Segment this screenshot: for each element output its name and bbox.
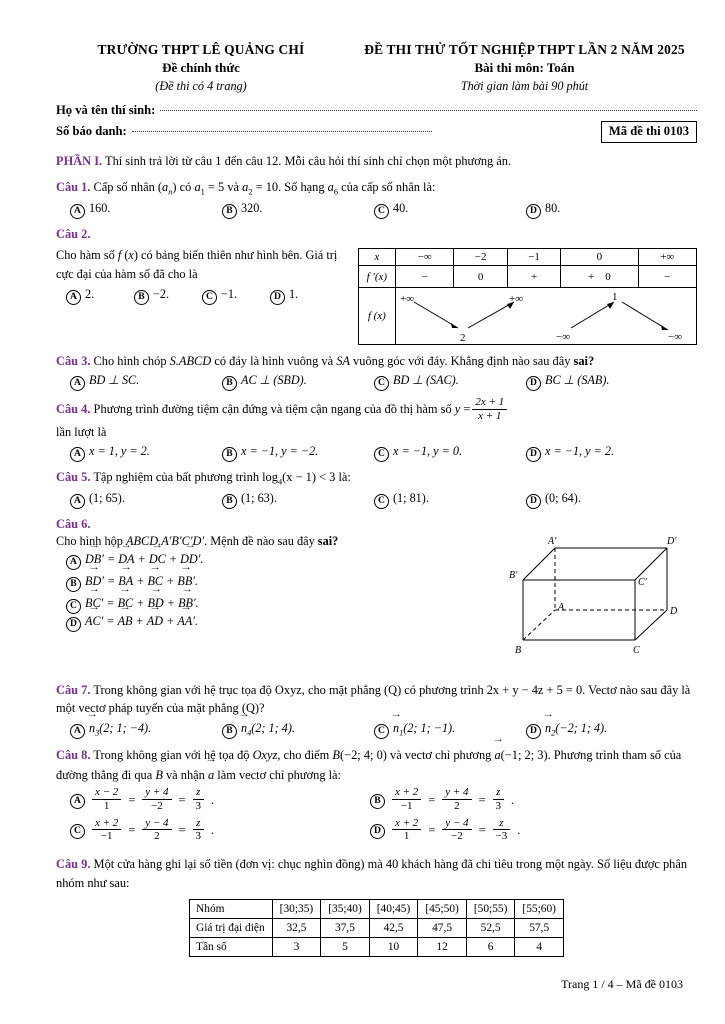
- question-6-label: Câu 6.: [56, 517, 91, 532]
- cell-fp-5: −: [638, 266, 697, 288]
- question-8-options: [56, 787, 697, 848]
- question-5: [56, 468, 697, 489]
- question-7-options: [56, 720, 697, 738]
- option-c-label: −1.: [221, 287, 238, 302]
- option-a[interactable]: [70, 444, 222, 461]
- cell: [40;45): [369, 900, 418, 919]
- option-d-frac-2: [442, 817, 471, 844]
- cell-fp-4a: +: [588, 270, 595, 283]
- svg-text:C: C: [633, 644, 640, 656]
- option-d-marker: D: [526, 204, 541, 219]
- cell: 6: [466, 938, 515, 957]
- question-2-body: [56, 246, 697, 345]
- option-d-frac-3: [493, 817, 511, 844]
- question-8-label: Câu 8.: [56, 747, 91, 762]
- option-d[interactable]: D $\frac{x + 2}{1}$ = $\frac{y - 4}{-2}$ = $\frac{z}{-3}$ .: [370, 818, 670, 845]
- option-b-label: −2.: [153, 287, 170, 302]
- option-c-marker: C: [374, 494, 389, 509]
- option-d-coords: (−2; 1; 4).: [555, 720, 608, 735]
- cell: [50;55): [466, 900, 515, 919]
- option-d[interactable]: [526, 201, 678, 218]
- option-d-label: 80.: [545, 200, 561, 215]
- school-name: TRƯỜNG THPT LÊ QUẢNG CHÍ: [97, 42, 305, 57]
- option-b[interactable]: [222, 373, 374, 390]
- option-a[interactable]: [70, 720, 222, 738]
- option-b-label: x = −1, y = −2.: [241, 444, 319, 459]
- option-b-marker: B: [370, 794, 385, 809]
- option-a-marker: A: [66, 290, 81, 305]
- option-a[interactable]: [70, 201, 222, 218]
- fraction-denominator: x + 1: [478, 409, 502, 422]
- question-7-text: Trong không gian với hệ trục tọa độ Oxyz, cho mặt phẳng (Q) có phương trình 2x + y − 4z + 5 = 0. Vectơ nào sau đây là một vectơ pháp tuyến của mặt phẳng (Q)?: [56, 682, 691, 716]
- option-b-label: (1; 63).: [241, 491, 277, 506]
- cell-x-2: −2: [454, 249, 507, 266]
- row-header-group: Nhóm: [190, 900, 273, 919]
- num: z: [493, 786, 505, 800]
- cell: 47,5: [418, 919, 467, 938]
- svg-text:1: 1: [612, 291, 618, 304]
- name-input-line[interactable]: [160, 99, 697, 111]
- question-8-options-left: [70, 787, 370, 848]
- fraction-numerator: 2x + 1: [472, 396, 507, 410]
- table-row: [190, 919, 564, 938]
- option-d[interactable]: [526, 720, 678, 738]
- cell: 32,5: [272, 919, 321, 938]
- variation-table: [358, 248, 697, 345]
- question-8-text: Trong không gian với hệ tọa độ Oxyz, cho điểm B(−2; 4; 0) và vectơ chỉ phương → a(−1; 2; 3). Phương trình tham số của đường thẳng đi qua B và nhận → a làm vectơ chỉ phương là:: [56, 748, 681, 782]
- den: 2: [154, 830, 160, 843]
- question-2-options: [56, 285, 348, 304]
- num: x + 2: [92, 817, 121, 831]
- question-5-label: Câu 5.: [56, 470, 91, 485]
- option-a-frac-3: [193, 786, 205, 813]
- option-d[interactable]: [526, 373, 678, 390]
- option-c[interactable]: [374, 201, 526, 218]
- official-label: Đề chính thức: [162, 60, 240, 75]
- option-b[interactable]: [222, 201, 374, 218]
- svg-text:C′: C′: [638, 576, 647, 588]
- header-left: [56, 42, 346, 94]
- q1-part-c: = 5 và: [204, 179, 243, 194]
- option-a[interactable]: A $\frac{x - 2}{1}$ = $\frac{y + 4}{-2}$ = $\frac{z}{3}$ .: [70, 787, 370, 814]
- question-6: [56, 515, 697, 534]
- q1-part-a: Cấp số nhân (: [93, 179, 163, 194]
- option-c-marker: C: [374, 376, 389, 391]
- q1-part-e: của cấp số nhân là:: [338, 179, 436, 194]
- svg-text:A′: A′: [548, 535, 557, 547]
- sbd-label: Số báo danh:: [56, 123, 127, 138]
- option-d-label: (0; 64).: [545, 491, 581, 506]
- den: −2: [451, 830, 463, 843]
- option-a-coords: (2; 1; −4).: [99, 720, 152, 735]
- q5-log-base: 4: [277, 477, 283, 487]
- option-c-frac-1: [92, 817, 121, 844]
- option-d[interactable]: [526, 444, 678, 461]
- option-d-label: 1.: [289, 287, 299, 302]
- svg-text:+∞: +∞: [400, 293, 415, 306]
- cell: [35;40): [321, 900, 370, 919]
- q5-text-b: (x − 1) < 3 là:: [282, 470, 351, 485]
- option-c-frac-2: [142, 817, 171, 844]
- option-d-marker: D: [526, 447, 541, 462]
- question-2: [56, 225, 697, 244]
- num: z: [193, 786, 205, 800]
- q5-text-a: Tập nghiệm của bất phương trình log: [93, 470, 278, 485]
- option-c[interactable]: C $\frac{x + 2}{-1}$ = $\frac{y - 4}{2}$ = $\frac{z}{3}$ .: [70, 818, 370, 845]
- option-c-marker: C: [374, 204, 389, 219]
- question-9-label: Câu 9.: [56, 857, 91, 872]
- svg-text:D: D: [670, 605, 678, 617]
- option-a-marker: A: [70, 204, 85, 219]
- question-5-options: [56, 491, 697, 508]
- row-header-representative: Giá trị đại diện: [190, 919, 273, 938]
- num: y + 4: [142, 786, 171, 800]
- table-row: [190, 900, 564, 919]
- option-c[interactable]: [374, 444, 526, 461]
- option-b-label: → BD′ = → BA + → BC + → BB′.: [85, 573, 198, 589]
- cell: 12: [418, 938, 467, 957]
- question-4: [56, 397, 697, 442]
- num: z: [493, 817, 511, 831]
- option-a-label: (1; 65).: [89, 491, 125, 506]
- row-header-frequency: Tần số: [190, 938, 273, 957]
- option-a[interactable]: [66, 285, 134, 304]
- question-1-options: [56, 201, 697, 218]
- exam-code-box: Mã đề thi 0103: [601, 121, 697, 143]
- question-4-text: Phương trình đường tiệm cận đứng và tiệm cận ngang của đồ thị hàm số y =: [93, 402, 471, 416]
- option-d[interactable]: [270, 285, 338, 304]
- cell: 37,5: [321, 919, 370, 938]
- option-d-label: x = −1, y = 2.: [545, 444, 615, 459]
- option-a-label: 2.: [85, 287, 95, 302]
- sbd-row: [56, 123, 601, 139]
- option-a-label: 160.: [89, 200, 111, 215]
- pages-note: (Đề thi có 4 trang): [155, 79, 247, 93]
- option-c-label: (1; 81).: [393, 491, 429, 506]
- option-c-frac-3: [193, 817, 205, 844]
- cell: 42,5: [369, 919, 418, 938]
- den: 3: [195, 830, 201, 843]
- option-a-marker: A: [66, 555, 81, 570]
- option-b-marker: B: [66, 577, 81, 592]
- option-c[interactable]: [202, 285, 270, 304]
- den: 3: [195, 799, 201, 812]
- question-1-text: Cấp số nhân $(a_n)$ có $a_1 = 5$ và $a_2 = 10$. Số hạng $a_6$ của cấp số nhân là:: [93, 179, 436, 197]
- cell-fp-4: [561, 266, 638, 288]
- svg-text:−∞: −∞: [556, 331, 571, 344]
- option-c-marker: C: [202, 290, 217, 305]
- cell-fp-2: 0: [454, 266, 507, 288]
- question-6-text: Cho hình hộp ABCD.A′B′C′D′. Mệnh đề nào sau đây sai?: [56, 533, 339, 548]
- subject-line: Bài thi môn: Toán: [474, 60, 575, 75]
- question-4-options: [56, 444, 697, 461]
- option-d-label: → $n_2(-2$; 1; 4).: [545, 720, 607, 737]
- cell: 10: [369, 938, 418, 957]
- option-a-marker: A: [70, 376, 85, 391]
- option-d-frac-1: [392, 817, 421, 844]
- name-label: Họ và tên thí sinh:: [56, 103, 156, 117]
- option-c-label: → $n_1(2$; 1; −1).: [393, 720, 455, 737]
- cell-f-label: f (x): [358, 288, 395, 345]
- question-8-options-right: [370, 787, 670, 848]
- option-d-label: → AC′ = → AB + → AD + → AA′.: [85, 613, 198, 629]
- option-c-label: 40.: [393, 200, 409, 215]
- svg-text:B: B: [515, 644, 522, 656]
- option-c-marker: C: [70, 824, 85, 839]
- option-a-sub: 3: [95, 728, 100, 738]
- num: y + 4: [442, 786, 471, 800]
- option-b-label: → $n_4(2$; 1; 4).: [241, 720, 295, 737]
- question-3-text: Cho hình chóp S.ABCD có đáy là hình vuông và SA vuông góc với đáy. Khẳng định nào sau đây sai?: [93, 354, 595, 369]
- num: x + 2: [392, 786, 421, 800]
- option-d[interactable]: [526, 491, 678, 508]
- header-right: [352, 42, 697, 94]
- cell: 4: [515, 938, 564, 957]
- option-b-marker: B: [134, 290, 149, 305]
- option-a-marker: A: [70, 724, 85, 739]
- cell: 52,5: [466, 919, 515, 938]
- option-d-marker: D: [370, 824, 385, 839]
- table-row: [358, 249, 696, 266]
- num: x − 2: [92, 786, 121, 800]
- cell: [55;60): [515, 900, 564, 919]
- option-b[interactable]: B $\frac{x + 2}{-1}$ = $\frac{y + 4}{2}$ = $\frac{z}{3}$ .: [370, 787, 670, 814]
- cell: 57,5: [515, 919, 564, 938]
- cell-fp-4b: 0: [605, 270, 611, 283]
- duration-line: Thời gian làm bài 90 phút: [460, 79, 589, 93]
- cell: 3: [272, 938, 321, 957]
- option-d-label: BC ⊥ (SAB).: [545, 372, 610, 387]
- cell-x-3: −1: [507, 249, 560, 266]
- option-d-marker: D: [526, 376, 541, 391]
- part-1-label: PHẦN I.: [56, 154, 103, 168]
- option-c-sub: 1: [399, 728, 404, 738]
- option-b-label: AC ⊥ (SBD).: [241, 372, 307, 387]
- cell: [30;35): [272, 900, 321, 919]
- option-d-marker: D: [270, 290, 285, 305]
- sbd-code-row: [56, 121, 697, 143]
- option-c-marker: C: [374, 724, 389, 739]
- question-6-body: [56, 534, 697, 669]
- option-d[interactable]: [66, 613, 291, 631]
- option-d-marker: D: [526, 724, 541, 739]
- option-b-coords: (2; 1; 4).: [251, 720, 295, 735]
- question-6-left: [56, 534, 507, 631]
- den: −3: [495, 830, 508, 843]
- option-b-marker: B: [222, 494, 237, 509]
- option-a-marker: A: [70, 494, 85, 509]
- cell: 5: [321, 938, 370, 957]
- option-c-marker: C: [374, 447, 389, 462]
- cell-fp-label: f ′(x): [358, 266, 395, 288]
- num: y − 4: [442, 817, 471, 831]
- cell-x-label: x: [358, 249, 395, 266]
- option-a[interactable]: [70, 491, 222, 508]
- q1-part-d: = 10. Số hạng: [252, 179, 328, 194]
- num: y − 4: [142, 817, 171, 831]
- question-7: [56, 681, 697, 718]
- cell-x-4: 0: [561, 249, 638, 266]
- option-b[interactable]: [134, 285, 202, 304]
- den: −1: [100, 830, 113, 843]
- frequency-table: [189, 899, 564, 957]
- option-c-marker: C: [66, 599, 81, 614]
- option-d-marker: D: [526, 494, 541, 509]
- option-b-label: 320.: [241, 200, 263, 215]
- question-2-text-col: [56, 246, 348, 345]
- question-9-text: Một cửa hàng ghi lại số tiền (đơn vị: chục nghìn đồng) mà 40 khách hàng đã chi tiêu trong một ngày. Số liệu được phân nhóm như sau:: [56, 857, 688, 890]
- option-d-sub: 2: [551, 728, 556, 738]
- question-4-text2: lần lượt là: [56, 425, 107, 440]
- option-a-frac-2: [142, 786, 171, 813]
- option-b-frac-1: [392, 786, 421, 813]
- option-b-marker: B: [222, 447, 237, 462]
- exam-title: ĐỀ THI THỬ TỐT NGHIỆP THPT LẦN 2 NĂM 2025: [364, 42, 685, 57]
- q1-part-b: ) có: [172, 179, 195, 194]
- num: x + 2: [392, 817, 421, 831]
- question-9: [56, 855, 697, 892]
- question-8: [56, 745, 697, 784]
- candidate-id-block: [56, 102, 697, 143]
- table-row: [358, 288, 696, 345]
- option-a-label: → $n_3(2$; 1; −4).: [89, 720, 151, 737]
- svg-text:2: 2: [460, 332, 466, 345]
- svg-text:−∞: −∞: [668, 331, 683, 344]
- svg-text:B′: B′: [509, 569, 518, 581]
- question-4-label: Câu 4.: [56, 402, 91, 416]
- option-a-label: → DB′ = → DA + → DC + → DD′.: [85, 551, 203, 567]
- question-3-label: Câu 3.: [56, 354, 91, 369]
- cell-fp-1: −: [396, 266, 454, 288]
- question-3-emphasis: sai?: [573, 354, 595, 369]
- question-7-label: Câu 7.: [56, 682, 91, 697]
- cube-figure: [507, 534, 697, 669]
- option-b-sub: 4: [247, 728, 252, 738]
- svg-text:D′: D′: [667, 535, 677, 547]
- option-a-label: BD ⊥ SC.: [89, 372, 140, 387]
- question-1-label: Câu 1.: [56, 179, 91, 194]
- variation-curve: [396, 288, 697, 345]
- question-2-text: Cho hàm số f (x) có bảng biến thiên như hình bên. Giá trị cực đại của hàm số đã cho là: [56, 248, 338, 281]
- den: 1: [403, 830, 410, 843]
- part-1-intro: [56, 153, 697, 171]
- option-c[interactable]: [374, 373, 526, 390]
- question-5-text: [93, 470, 351, 487]
- den: −2: [151, 799, 163, 812]
- option-c-label: x = −1, y = 0.: [393, 444, 463, 459]
- option-a[interactable]: [70, 373, 222, 390]
- option-b-marker: B: [222, 204, 237, 219]
- den: 2: [454, 799, 460, 812]
- question-6-options: [56, 551, 507, 631]
- name-row: [56, 102, 697, 118]
- den: 3: [495, 799, 501, 812]
- svg-text:A: A: [558, 601, 565, 613]
- num: z: [193, 817, 205, 831]
- den: −1: [400, 799, 413, 812]
- document-header: [56, 42, 697, 94]
- cell-x-5: +∞: [638, 249, 697, 266]
- option-c-coords: (2; 1; −1).: [403, 720, 456, 735]
- option-c[interactable]: [374, 491, 526, 508]
- cell-fp-3: +: [507, 266, 560, 288]
- option-b-frac-2: [442, 786, 471, 813]
- option-a-marker: A: [70, 447, 85, 462]
- option-a-frac-1: [92, 786, 121, 813]
- option-a-label: x = 1, y = 2.: [89, 444, 150, 459]
- svg-text:+∞: +∞: [509, 293, 524, 306]
- part-1-text: Thí sinh trả lời từ câu 1 đến câu 12. Mỗi câu hỏi thí sinh chỉ chọn một phương án.: [105, 154, 512, 168]
- question-1: [56, 178, 697, 199]
- cell: [45;50): [418, 900, 467, 919]
- question-2-label: Câu 2.: [56, 226, 91, 241]
- page-footer: Trang 1 / 4 – Mã đề 0103: [561, 977, 683, 992]
- question-4-fraction: [472, 396, 507, 423]
- option-b-marker: B: [222, 724, 237, 739]
- option-b[interactable]: [222, 491, 374, 508]
- den: 1: [103, 799, 110, 812]
- option-c-label: → BC′ = → BC + → BD + → BB′.: [85, 595, 199, 611]
- option-a-marker: A: [70, 794, 85, 809]
- option-d-marker: D: [66, 617, 81, 632]
- option-b[interactable]: [222, 720, 374, 738]
- table-row: [358, 266, 696, 288]
- option-b-frac-3: [493, 786, 505, 813]
- option-b-marker: B: [222, 376, 237, 391]
- option-c-label: BD ⊥ (SAC).: [393, 372, 459, 387]
- question-6-emphasis: sai?: [317, 533, 339, 548]
- question-3: [56, 352, 697, 371]
- sbd-input-line[interactable]: [132, 120, 432, 132]
- table-row: [190, 938, 564, 957]
- cell-x-1: −∞: [396, 249, 454, 266]
- question-3-options: [56, 373, 697, 390]
- option-b[interactable]: [222, 444, 374, 461]
